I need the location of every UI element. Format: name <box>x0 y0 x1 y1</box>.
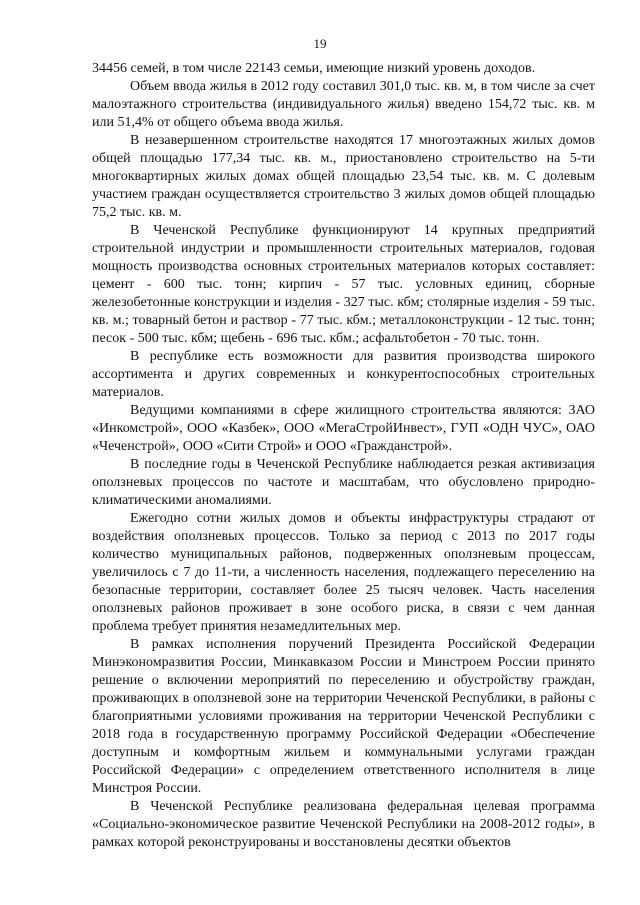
paragraph-federal-program: В Чеченской Республике реализована федеральная целевая программа «Социально-экономическое развитие Чеченской Республики на 2008-2012 годы», в рамках которой реконструированы и восстановлены десятки объектов <box>92 799 595 850</box>
paragraph-resettlement-decision: В рамках исполнения поручений Президента Российской Федерации Минэкономразвития России, Минкавказом России и Минстроем России принято решение о включении мероприятий по переселению и обустройству граждан, проживающих в оползневой зоне на территории Чеченской Республики, в районы с благоприятными условиями проживания на территории Чеченской Республики с 2018 года в государственную программу Российской Федерации «Обеспечение доступным и комфортным жильем и коммунальными услугами граждан Российской Федерации» с определением ответственного исполнителя в лице Минстроя России. <box>92 637 595 796</box>
paragraph-landslide-activation: В последние годы в Чеченской Республике наблюдается резкая активизация оползневых процессов по частоте и масштабам, что обусловлено природно-климатическими аномалиями. <box>92 457 595 508</box>
paragraph-housing-commissioning: Объем ввода жилья в 2012 году составил 301,0 тыс. кв. м, в том числе за счет малоэтажного строительства (индивидуального жилья) введено 154,72 тыс. кв. м или 51,4% от общего объема ввода жилья. <box>92 79 595 130</box>
document-body <box>92 60 595 852</box>
paragraph-leading-companies: Ведущими компаниями в сфере жилищного строительства являются: ЗАО «Инкомстрой», ООО «Казбек», ООО «МегаСтройИнвест», ГУП «ОДН ЧУС», ОАО «Чеченстрой», ООО «Сити Строй» и ООО «Гражданстрой». <box>92 403 595 454</box>
paragraph-unfinished-construction: В незавершенном строительстве находятся 17 многоэтажных жилых домов общей площадью 177,34 тыс. кв. м., приостановлено строительство на 5-ти многоквартирных жилых домах общей площадью 23,54 тыс. кв. м. С долевым участием граждан осуществляется строительство 3 жилых домов общей площадью 75,2 тыс. кв. м. <box>92 133 595 220</box>
paragraph-continuation: 34456 семей, в том числе 22143 семьи, имеющие низкий уровень доходов. <box>92 61 536 76</box>
paragraph-materials-opportunities: В республике есть возможности для развития производства широкого ассортимента и других современных и конкурентоспособных строительных материалов. <box>92 349 595 400</box>
paragraph-landslide-impact: Ежегодно сотни жилых домов и объекты инфраструктуры страдают от воздействия оползневых процессов. Только за период с 2013 по 2017 годы количество муниципальных районов, подверженных оползневым процессам, увеличилось с 7 до 11-ти, а численность населения, подлежащего переселению на безопасные территории, составляет более 25 тысяч человек. Часть населения оползневых районов проживает в зоне особого риска, в связи с чем данная проблема требует принятия незамедлительных мер. <box>92 511 595 634</box>
page-number: 19 <box>313 36 327 51</box>
paragraph-construction-enterprises: В Чеченской Республике функционируют 14 крупных предприятий строительной индустрии и промышленности строительных материалов, годовая мощность производства основных строительных материалов которых составляет: цемент - 600 тыс. тонн; кирпич - 57 тыс. условных единиц, сборные железобетонные конструкции и изделия - 327 тыс. кбм; столярные изделия - 59 тыс. кв. м.; товарный бетон и раствор - 77 тыс. кбм.; металлоконструкции - 12 тыс. тонн; песок - 500 тыс. кбм; щебень - 696 тыс. кбм.; асфальтобетон - 70 тыс. тонн. <box>92 223 595 346</box>
